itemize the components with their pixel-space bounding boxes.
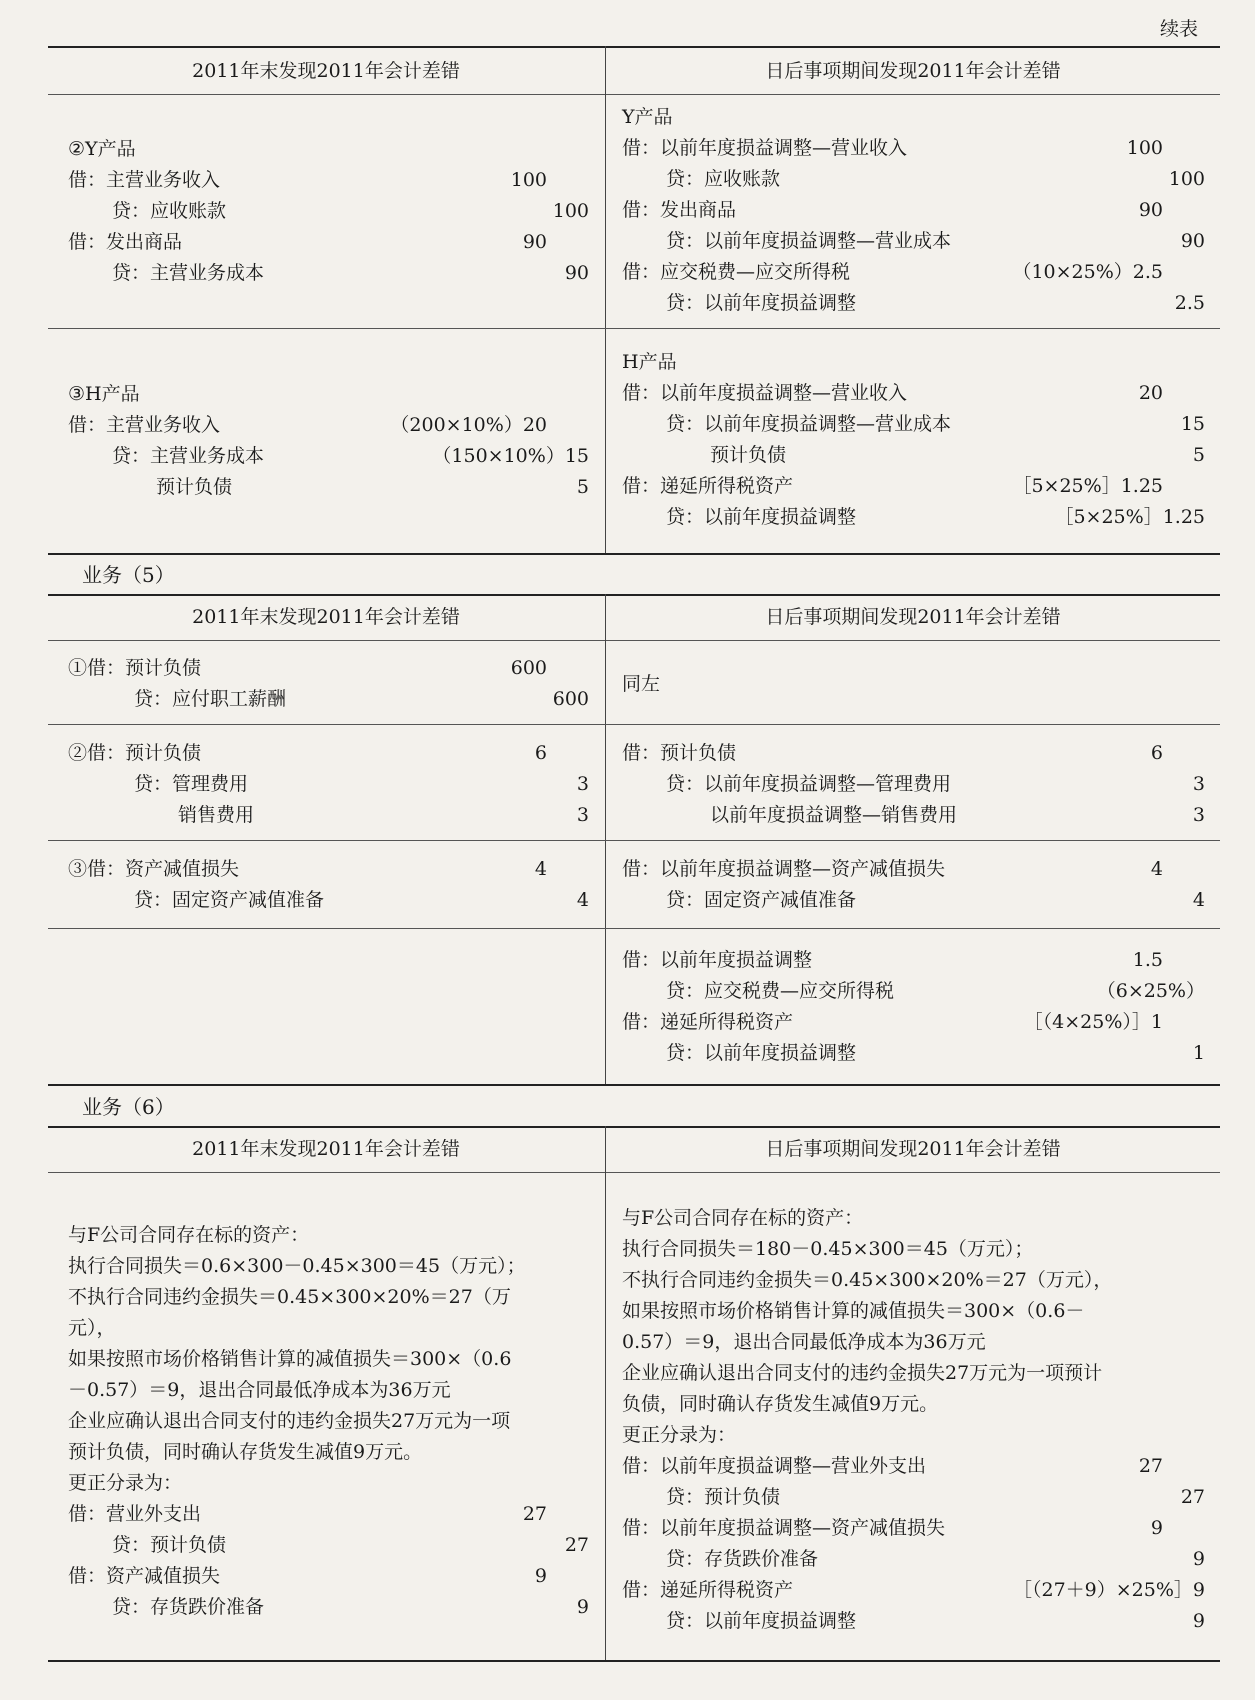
column-header-right: 日后事项期间发现2011年会计差错: [765, 1138, 1061, 1160]
entry-line: 借：资产减值损失: [68, 1565, 221, 1587]
entry-amount: 6: [1150, 742, 1163, 764]
entry-line: 借：以前年度损益调整—营业收入: [622, 382, 908, 404]
entry-heading: Y产品: [622, 106, 673, 128]
table-top-rule: [48, 1126, 1220, 1128]
entry-amount: 1: [1192, 1042, 1205, 1064]
entry-amount: 90: [564, 262, 589, 284]
entry-amount: 27: [564, 1534, 589, 1556]
entry-line: 贷：以前年度损益调整: [666, 1042, 857, 1064]
entry-amount: ［5×25%］1.25: [1012, 475, 1163, 497]
entry-line: 预计负债: [710, 444, 787, 466]
entry-amount: 4: [1192, 889, 1205, 911]
column-header-left: 2011年末发现2011年会计差错: [192, 1138, 460, 1160]
row-divider: [48, 840, 1220, 841]
entry-line: 借：应交税费—应交所得税: [622, 261, 851, 283]
entry-amount: （150×10%）15: [432, 445, 589, 467]
column-divider: [605, 46, 606, 554]
entry-line: 借：以前年度损益调整—资产减值损失: [622, 1517, 946, 1539]
entry-line: 借：递延所得税资产: [622, 1011, 794, 1033]
text-line: 企业应确认退出合同支付的违约金损失27万元为一项预计: [622, 1362, 1103, 1384]
entry-line: 贷：以前年度损益调整—营业成本: [666, 413, 952, 435]
entry-line: 借：营业外支出: [68, 1503, 202, 1525]
entry-line: 贷：以前年度损益调整—管理费用: [666, 773, 952, 795]
entry-amount: 4: [1150, 858, 1163, 880]
entry-line: 贷：应交税费—应交所得税: [666, 980, 895, 1002]
column-divider: [605, 1126, 606, 1661]
entry-amount: 4: [576, 889, 589, 911]
entry-amount: ［（27＋9）×25%］9: [1012, 1579, 1205, 1601]
entry-line: 贷：固定资产减值准备: [666, 889, 857, 911]
row-divider: [48, 928, 1220, 929]
entry-line: 以前年度损益调整—销售费用: [710, 804, 958, 826]
entry-line: 借：主营业务收入: [68, 414, 221, 436]
text-line: 元），: [68, 1317, 116, 1339]
entry-line: ①借：预计负债: [68, 657, 202, 679]
entry-amount: 9: [1192, 1548, 1205, 1570]
text-line: 执行合同损失＝0.6×300－0.45×300＝45（万元）；: [68, 1255, 526, 1277]
entry-line: 预计负债: [156, 476, 233, 498]
entry-line: 借：递延所得税资产: [622, 1579, 794, 1601]
entry-line: 贷：主营业务成本: [112, 445, 265, 467]
text-line: 预计负债，同时确认存货发生减值9万元。: [68, 1441, 423, 1463]
entry-amount: 27: [1180, 1486, 1205, 1508]
entry-amount: 1.5: [1132, 949, 1163, 971]
entry-line: 借：以前年度损益调整—营业收入: [622, 137, 908, 159]
entry-amount: 3: [576, 804, 589, 826]
text-line: 如果按照市场价格销售计算的减值损失＝300×（0.6－: [622, 1300, 1085, 1322]
section-rule: [48, 1084, 1220, 1086]
text-line: 与F公司合同存在标的资产：: [68, 1224, 310, 1246]
entry-amount: 3: [1192, 773, 1205, 795]
entry-amount: 6: [534, 742, 547, 764]
text-line: 企业应确认退出合同支付的违约金损失27万元为一项: [68, 1410, 511, 1432]
entry-line: 借：主营业务收入: [68, 169, 221, 191]
column-header-left: 2011年末发现2011年会计差错: [192, 606, 460, 628]
entry-amount: 4: [534, 858, 547, 880]
entry-amount: 27: [522, 1503, 547, 1525]
entry-line: 借：发出商品: [68, 231, 183, 253]
entry-line: ③借：资产减值损失: [68, 858, 240, 880]
entry-amount: 15: [1180, 413, 1205, 435]
entry-line: 贷：以前年度损益调整: [666, 506, 857, 528]
bottom-rule: [48, 1660, 1220, 1662]
entry-amount: 90: [522, 231, 547, 253]
text-line: 不执行合同违约金损失＝0.45×300×20%＝27（万元），: [622, 1269, 1113, 1291]
header-rule: [48, 94, 1220, 95]
entry-amount: 9: [534, 1565, 547, 1587]
text-line: 不执行合同违约金损失＝0.45×300×20%＝27（万: [68, 1286, 511, 1308]
text-line: 与F公司合同存在标的资产：: [622, 1207, 864, 1229]
entry-line: 贷：应付职工薪酬: [134, 688, 287, 710]
column-header-left: 2011年末发现2011年会计差错: [192, 60, 460, 82]
business6-title: 业务（6）: [82, 1095, 175, 1119]
entry-amount: 3: [1192, 804, 1205, 826]
entry-amount: 100: [1168, 168, 1205, 190]
top-rule: [48, 46, 1220, 48]
entry-amount: 100: [552, 200, 589, 222]
entry-line: 同左: [622, 673, 661, 695]
entry-line: 贷：预计负债: [666, 1486, 781, 1508]
entry-amount: 3: [576, 773, 589, 795]
entry-amount: 20: [1138, 382, 1163, 404]
section-rule: [48, 553, 1220, 555]
text-line: 更正分录为：: [68, 1472, 183, 1494]
entry-amount: 600: [552, 688, 589, 710]
entry-line: 借：发出商品: [622, 199, 737, 221]
entry-line: 贷：应收账款: [666, 168, 781, 190]
entry-amount: 2.5: [1174, 292, 1205, 314]
header-rule: [48, 1172, 1220, 1173]
entry-amount: （10×25%）2.5: [1012, 261, 1163, 283]
entry-line: 借：以前年度损益调整—资产减值损失: [622, 858, 946, 880]
entry-line: 贷：以前年度损益调整: [666, 292, 857, 314]
entry-line: 贷：存货跌价准备: [112, 1596, 265, 1618]
entry-line: 贷：固定资产减值准备: [134, 889, 325, 911]
entry-line: 贷：以前年度损益调整—营业成本: [666, 230, 952, 252]
entry-line: 借：递延所得税资产: [622, 475, 794, 497]
entry-amount: 90: [1138, 199, 1163, 221]
column-header-right: 日后事项期间发现2011年会计差错: [765, 60, 1061, 82]
header-rule: [48, 640, 1220, 641]
entry-amount: 9: [1150, 1517, 1163, 1539]
text-line: －0.57）＝9，退出合同最低净成本为36万元: [68, 1379, 451, 1401]
column-header-right: 日后事项期间发现2011年会计差错: [765, 606, 1061, 628]
entry-amount: 9: [1192, 1610, 1205, 1632]
entry-line: 借：以前年度损益调整: [622, 949, 813, 971]
business5-title: 业务（5）: [82, 563, 175, 587]
row-divider: [48, 328, 1220, 329]
entry-amount: （6×25%）: [1096, 980, 1205, 1002]
text-line: 更正分录为：: [622, 1424, 737, 1446]
entry-amount: 100: [510, 169, 547, 191]
text-line: 执行合同损失＝180－0.45×300＝45（万元）；: [622, 1238, 1034, 1260]
entry-line: 借：以前年度损益调整—营业外支出: [622, 1455, 927, 1477]
entry-line: 贷：预计负债: [112, 1534, 227, 1556]
entry-line: 借：预计负债: [622, 742, 737, 764]
entry-line: 贷：主营业务成本: [112, 262, 265, 284]
entry-heading: H产品: [622, 351, 677, 373]
entry-amount: 27: [1138, 1455, 1163, 1477]
entry-heading: ③H产品: [68, 383, 140, 405]
entry-amount: ［（4×25%）］1: [1023, 1011, 1163, 1033]
entry-amount: 90: [1180, 230, 1205, 252]
entry-line: 贷：管理费用: [134, 773, 249, 795]
text-line: 0.57）＝9，退出合同最低净成本为36万元: [622, 1331, 986, 1353]
row-divider: [48, 724, 1220, 725]
entry-heading: ②Y产品: [68, 138, 136, 160]
text-line: 负债，同时确认存货发生减值9万元。: [622, 1393, 939, 1415]
table-top-rule: [48, 594, 1220, 596]
continued-label: 续表: [1160, 18, 1199, 40]
entry-line: ②借：预计负债: [68, 742, 202, 764]
entry-amount: 5: [1192, 444, 1205, 466]
entry-amount: 600: [510, 657, 547, 679]
entry-amount: ［5×25%］1.25: [1054, 506, 1205, 528]
entry-line: 贷：以前年度损益调整: [666, 1610, 857, 1632]
entry-line: 贷：存货跌价准备: [666, 1548, 819, 1570]
entry-amount: 9: [576, 1596, 589, 1618]
entry-line: 贷：应收账款: [112, 200, 227, 222]
entry-amount: （200×10%）20: [390, 414, 547, 436]
text-line: 如果按照市场价格销售计算的减值损失＝300×（0.6: [68, 1348, 512, 1370]
entry-amount: 5: [576, 476, 589, 498]
entry-line: 销售费用: [178, 804, 255, 826]
entry-amount: 100: [1126, 137, 1163, 159]
column-divider: [605, 594, 606, 1084]
